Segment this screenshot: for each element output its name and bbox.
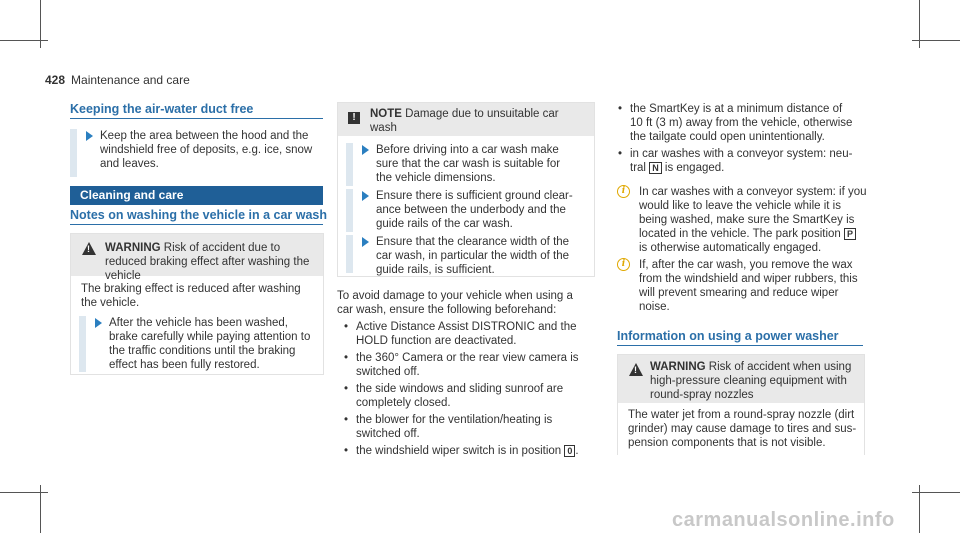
step-arrow-icon	[362, 237, 369, 247]
list-item: • the side windows and sliding sunroof are completely closed.	[356, 382, 596, 410]
step-text: After the vehicle has been washed, brake carefully while paying attention to the traffic conditions until the braking effect has been fully restored.	[109, 317, 311, 371]
section-rule	[70, 224, 323, 225]
neutral-gear-symbol: N	[649, 162, 662, 174]
watermark: carmanualsonline.info	[672, 509, 895, 531]
warning-triangle-icon	[629, 363, 643, 376]
step-bar	[346, 189, 353, 232]
note-step-dimensions	[346, 143, 590, 186]
section-rule	[70, 118, 323, 119]
wiper-position-symbol: 0	[564, 445, 575, 457]
note-label: NOTE	[370, 108, 402, 120]
list-item-wiper: • the windshield wiper switch is in position 0 .	[356, 444, 596, 458]
list-item: • the 360° Camera or the rear view camera is switched off.	[356, 351, 596, 379]
list-item: • Active Distance Assist DISTRONIC and the HOLD function are deactivated.	[356, 320, 596, 348]
step-bar	[79, 316, 86, 372]
info-text: In car washes with a conveyor system: if you would like to leave the vehicle while it is being washed, make sure the SmartKey is located in the vehicle. The park position	[639, 186, 867, 240]
note-exclamation-icon: !	[348, 112, 360, 124]
step-keep-area-free	[70, 129, 323, 177]
section-title-power-washer: Information on using a power washer	[617, 329, 839, 343]
car-wash-intro: To avoid damage to your vehicle when using a car wash, ensure the following beforehand:	[337, 290, 573, 316]
section-rule	[617, 345, 863, 346]
note-box-car-wash	[337, 102, 595, 277]
warning-label: WARNING	[650, 361, 706, 373]
warning-box-braking	[70, 233, 324, 375]
step-arrow-icon	[362, 145, 369, 155]
crop-mark	[0, 492, 48, 493]
crop-mark	[912, 40, 960, 41]
info-icon: i	[617, 185, 630, 198]
info-wax: If, after the car wash, you remove the wax from the windshield and wiper rubbers, this will prevent smearing and reduce wiper noise.	[639, 259, 858, 313]
note-step-ground-clearance	[346, 189, 590, 232]
section-name: Maintenance and care	[71, 73, 190, 87]
step-bar	[346, 235, 353, 273]
warning-message: Risk of accident when using high-pressure cleaning equipment with round-spray nozzles	[650, 361, 852, 401]
step-arrow-icon	[362, 191, 369, 201]
warning-body: The water jet from a round-spray nozzle (dirt grinder) may cause damage to tires and sus- pension components that is not visible.	[628, 409, 857, 449]
section-title-car-wash: Notes on washing the vehicle in a car wash	[70, 208, 328, 222]
info-icon: i	[617, 258, 630, 271]
step-bar	[346, 143, 353, 186]
info-conveyor	[639, 185, 889, 255]
list-item-text: the windshield wiper switch is in position	[356, 445, 562, 457]
page-header	[45, 73, 190, 87]
step-text: Ensure that the clearance width of the car wash, in particular the width of the guide rails, is sufficient.	[376, 236, 570, 276]
warning-body: The braking effect is reduced after washing the vehicle.	[81, 283, 301, 309]
step-arrow-icon	[86, 131, 93, 141]
chapter-banner: Cleaning and care	[70, 186, 323, 205]
note-text	[370, 107, 590, 135]
step-arrow-icon	[95, 318, 102, 328]
note-step-clearance-width	[346, 235, 590, 276]
warning-box-power-washer	[617, 354, 865, 455]
crop-mark	[912, 492, 960, 493]
warning-text	[650, 360, 862, 402]
list-item-neutral	[630, 147, 890, 175]
list-item-text: is engaged.	[664, 162, 725, 174]
park-position-symbol: P	[844, 228, 856, 240]
warning-step	[79, 316, 317, 372]
list-item-text: in car washes with a conveyor system: neu- tral	[630, 148, 853, 174]
step-text: Keep the area between the hood and the windshield free of deposits, e.g. ice, snow and leaves.	[100, 130, 313, 170]
warning-message: Risk of accident due to reduced braking effect after washing the vehicle	[105, 242, 310, 282]
crop-mark	[0, 40, 48, 41]
info-text: is otherwise automatically engaged.	[639, 242, 822, 254]
warning-label: WARNING	[105, 242, 161, 254]
section-title-air-water-duct: Keeping the air-water duct free	[70, 102, 254, 116]
warning-text	[105, 241, 320, 283]
step-bar	[70, 129, 77, 177]
step-text: Ensure there is sufficient ground clear- ance between the underbody and the guide rails of the car wash.	[376, 190, 573, 230]
warning-triangle-icon	[82, 242, 96, 255]
page-number: 428	[45, 73, 66, 87]
note-message: Damage due to unsuitable car wash	[370, 108, 559, 134]
step-text: Before driving into a car wash make sure that the car wash is suitable for the vehicle dimensions.	[376, 144, 561, 184]
list-item: • the blower for the ventilation/heating is switched off.	[356, 413, 596, 441]
list-item: • the SmartKey is at a minimum distance of 10 ft (3 m) away from the vehicle, otherwise the tailgate could open unintentionally.	[630, 102, 890, 144]
